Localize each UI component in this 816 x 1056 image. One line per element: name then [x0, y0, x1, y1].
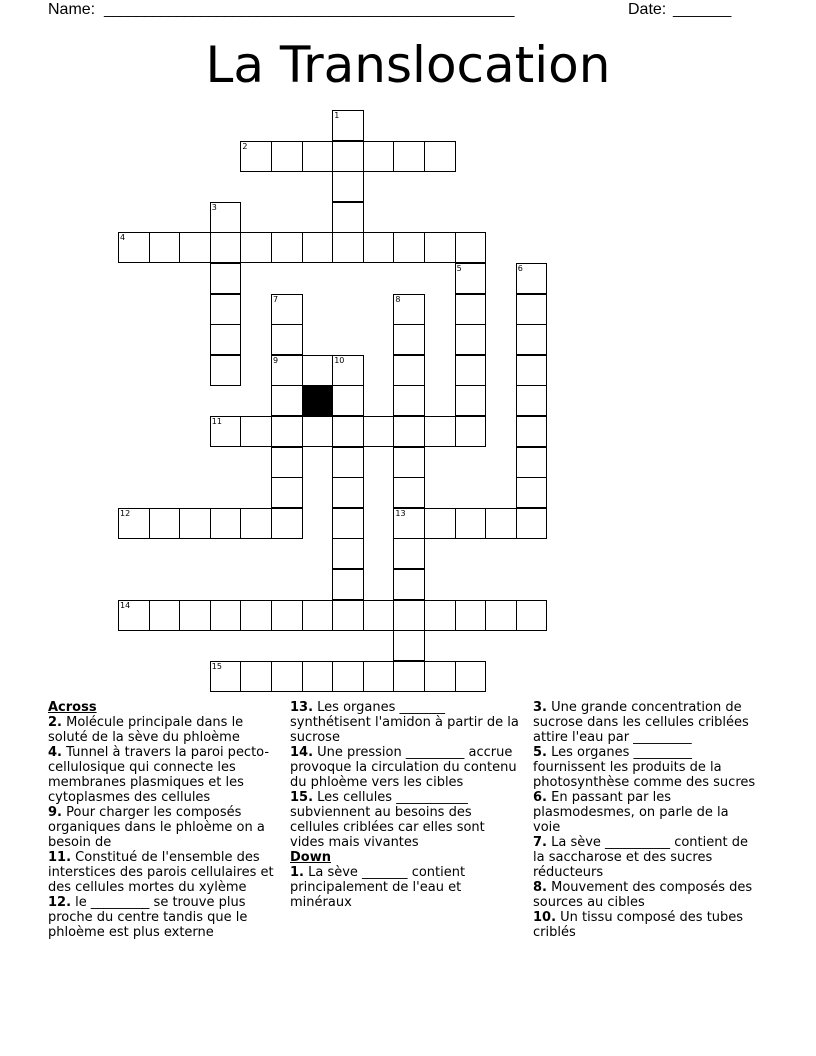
grid-cell[interactable] [271, 355, 303, 386]
grid-number: 2 [242, 141, 248, 151]
grid-cell[interactable] [455, 355, 487, 386]
clue-across-4: 4. Tunnel à travers la paroi pecto-cellulosique qui connecte les membranes plasmiques et les cytoplasmes des cellules [48, 745, 270, 805]
grid-cell[interactable] [455, 263, 487, 294]
grid-cell[interactable] [210, 232, 242, 263]
down-heading: Down [290, 850, 331, 865]
grid-cell[interactable] [118, 508, 150, 539]
clue-across-2: 2. Molécule principale dans le soluté de la sève du phloème [48, 715, 244, 745]
grid-cell[interactable] [393, 569, 425, 600]
date-field[interactable]: _______ [673, 1, 732, 18]
grid-cell[interactable] [271, 141, 303, 172]
grid-cell[interactable] [332, 508, 364, 539]
grid-cell[interactable] [516, 416, 548, 447]
grid-cell[interactable] [424, 232, 456, 263]
grid-cell[interactable] [210, 600, 242, 631]
grid-cell[interactable] [516, 263, 548, 294]
grid-cell[interactable] [302, 141, 334, 172]
name-field[interactable]: ___________________________________________________ [104, 1, 515, 18]
grid-number: 1 [334, 111, 340, 120]
grid-cell[interactable] [271, 294, 303, 325]
grid-number: 4 [120, 233, 126, 243]
grid-cell[interactable] [393, 294, 425, 325]
grid-cell[interactable] [455, 661, 487, 692]
grid-number: 6 [517, 264, 523, 273]
grid-cell[interactable] [240, 661, 272, 692]
grid-cell[interactable] [332, 110, 364, 141]
grid-cell[interactable] [516, 294, 548, 325]
grid-cell[interactable] [455, 385, 487, 416]
clue-down-5: 5. Les organes _________ fournissent les produits de la photosynthèse comme des sucres [533, 745, 756, 790]
grid-cell[interactable] [516, 324, 548, 355]
grid-cell[interactable] [363, 232, 395, 263]
grid-cell[interactable] [179, 232, 211, 263]
grid-cell[interactable] [516, 477, 548, 508]
grid-cell[interactable] [332, 661, 364, 692]
grid-cell[interactable] [516, 355, 548, 386]
name-label: Name: [48, 1, 96, 18]
grid-cell[interactable] [393, 600, 425, 631]
grid-cell[interactable] [118, 600, 150, 631]
grid-cell[interactable] [455, 508, 487, 539]
grid-cell[interactable] [271, 447, 303, 478]
grid-number: 14 [120, 600, 131, 610]
grid-cell[interactable] [271, 324, 303, 355]
grid-cell[interactable] [363, 141, 395, 172]
grid-number: 5 [456, 264, 462, 273]
grid-cell[interactable] [118, 232, 150, 263]
grid-cell[interactable] [455, 232, 487, 263]
grid-cell[interactable] [516, 600, 548, 631]
grid-number: 13 [395, 508, 406, 518]
grid-number: 15 [211, 661, 222, 671]
grid-cell[interactable] [271, 661, 303, 692]
grid-cell[interactable] [393, 355, 425, 386]
grid-cell[interactable] [332, 232, 364, 263]
clue-across-12: 12. le _________ se trouve plus proche du centre tandis que le phloème est plus externe [48, 895, 248, 940]
grid-number: 3 [211, 202, 217, 212]
grid-cell[interactable] [363, 661, 395, 692]
grid-number: 9 [273, 355, 279, 365]
grid-cell[interactable] [332, 477, 364, 508]
grid-cell[interactable] [210, 324, 242, 355]
grid-cell[interactable] [393, 141, 425, 172]
clue-down-6: 6. En passant par les plasmodesmes, on parle de la voie [533, 790, 729, 835]
grid-cell[interactable] [393, 447, 425, 478]
grid-cell[interactable] [332, 538, 364, 569]
grid-cell[interactable] [332, 447, 364, 478]
grid-cell[interactable] [179, 600, 211, 631]
grid-number: 7 [273, 294, 279, 304]
grid-block [302, 385, 334, 416]
grid-cell[interactable] [302, 416, 334, 447]
grid-cell[interactable] [485, 508, 517, 539]
grid-cell[interactable] [455, 324, 487, 355]
grid-cell[interactable] [210, 508, 242, 539]
grid-cell[interactable] [210, 416, 242, 447]
grid-cell[interactable] [424, 508, 456, 539]
grid-cell[interactable] [271, 385, 303, 416]
grid-cell[interactable] [302, 661, 334, 692]
grid-cell[interactable] [393, 538, 425, 569]
grid-number: 12 [120, 508, 131, 518]
grid-cell[interactable] [393, 477, 425, 508]
clue-across-11: 11. Constitué de l'ensemble des interstices des parois cellulaires et des cellules mortes du xylème [48, 850, 274, 895]
grid-cell[interactable] [332, 171, 364, 202]
grid-cell[interactable] [393, 232, 425, 263]
grid-cell[interactable] [363, 416, 395, 447]
grid-cell[interactable] [210, 202, 242, 233]
grid-cell[interactable] [210, 294, 242, 325]
grid-cell[interactable] [210, 661, 242, 692]
grid-number: 8 [395, 294, 401, 304]
clue-across-15: 15. Les cellules ___________ subviennent au besoins des cellules criblées car elles sont vides mais vivantes [290, 790, 485, 850]
grid-number: 10 [334, 355, 345, 365]
clue-down-3: 3. Une grande concentration de sucrose dans les cellules criblées attire l'eau par _________ [533, 700, 749, 745]
grid-cell[interactable] [516, 508, 548, 539]
grid-cell[interactable] [210, 355, 242, 386]
grid-cell[interactable] [271, 477, 303, 508]
grid-cell[interactable] [271, 508, 303, 539]
grid-cell[interactable] [393, 416, 425, 447]
grid-cell[interactable] [332, 416, 364, 447]
grid-cell[interactable] [516, 447, 548, 478]
grid-cell[interactable] [149, 508, 181, 539]
grid-cell[interactable] [332, 569, 364, 600]
across-heading: Across [48, 700, 97, 715]
grid-cell[interactable] [240, 600, 272, 631]
grid-cell[interactable] [149, 232, 181, 263]
clue-across-14: 14. Une pression _________ accrue provoque la circulation du contenu du phloème vers les cibles [290, 745, 517, 790]
page-title: La Translocation [205, 36, 611, 94]
grid-cell[interactable] [424, 600, 456, 631]
grid-cell[interactable] [516, 385, 548, 416]
grid-cell[interactable] [210, 263, 242, 294]
clue-down-10: 10. Un tissu composé des tubes criblés [533, 910, 744, 940]
grid-cell[interactable] [424, 416, 456, 447]
grid-cell[interactable] [271, 600, 303, 631]
grid-cell[interactable] [240, 416, 272, 447]
grid-cell[interactable] [393, 324, 425, 355]
grid-cell[interactable] [332, 385, 364, 416]
grid-cell[interactable] [332, 202, 364, 233]
grid-cell[interactable] [393, 385, 425, 416]
grid-cell[interactable] [302, 355, 334, 386]
clue-across-9: 9. Pour charger les composés organiques dans le phloème on a besoin de [48, 805, 265, 850]
grid-cell[interactable] [240, 232, 272, 263]
grid-cell[interactable] [332, 600, 364, 631]
grid-cell[interactable] [455, 600, 487, 631]
grid-cell[interactable] [363, 600, 395, 631]
grid-cell[interactable] [424, 661, 456, 692]
grid-cell[interactable] [149, 600, 181, 631]
grid-cell[interactable] [455, 416, 487, 447]
grid-cell[interactable] [424, 141, 456, 172]
grid-cell[interactable] [485, 600, 517, 631]
grid-cell[interactable] [393, 661, 425, 692]
grid-cell[interactable] [240, 141, 272, 172]
clue-across-13: 13. Les organes _______ synthétisent l'amidon à partir de la sucrose [290, 700, 519, 745]
grid-cell[interactable] [455, 294, 487, 325]
grid-cell[interactable] [332, 141, 364, 172]
grid-number: 11 [211, 417, 222, 426]
clue-down-7: 7. La sève __________ contient de la saccharose et des sucres réducteurs [533, 835, 748, 880]
clues-column-1 [48, 700, 276, 940]
grid-cell[interactable] [271, 232, 303, 263]
grid-cell[interactable] [179, 508, 211, 539]
grid-cell[interactable] [393, 630, 425, 661]
date-label: Date: [628, 1, 667, 18]
clues-column-2 [290, 700, 522, 910]
grid-cell[interactable] [302, 232, 334, 263]
clues-column-3 [533, 700, 758, 940]
clue-down-8: 8. Mouvement des composés des sources au cibles [533, 880, 753, 910]
grid-cell[interactable] [271, 416, 303, 447]
grid-cell[interactable] [240, 508, 272, 539]
grid-cell[interactable] [302, 600, 334, 631]
clue-down-1: 1. La sève _______ contient principalement de l'eau et minéraux [290, 865, 466, 910]
grid-cell[interactable] [393, 508, 425, 539]
grid-cell[interactable] [332, 355, 364, 386]
